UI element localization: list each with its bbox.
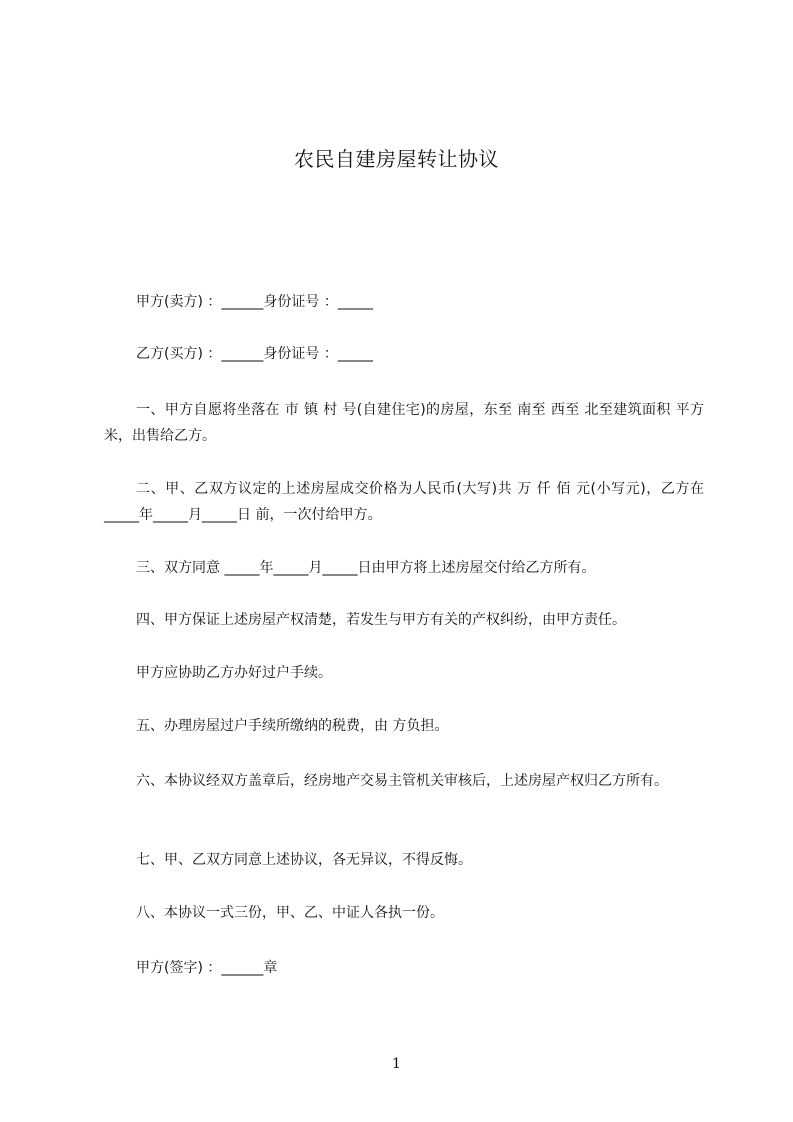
clause-3: 三、双方同意 _____年_____月_____日由甲方将上述房屋交付给乙方所有。 (136, 560, 596, 576)
clause-1: 一、甲方自愿将坐落在 市 镇 村 号(自建住宅)的房屋，东至 南至 西至 北至建筑面积 平方米，出售给乙方。 (104, 402, 704, 444)
clause-5: 五、办理房屋过户手续所缴纳的税费，由 方负担。 (136, 718, 449, 734)
party-a-line: 甲方(卖方) ：______身份证号 ：_____ (136, 294, 373, 310)
clause-4: 四、甲方保证上述房屋产权清楚，若发生与甲方有关的产权纠纷，由甲方责任。 (136, 612, 626, 628)
clause-8: 八、本协议一式三份，甲、乙、中证人各执一份。 (136, 905, 444, 921)
page-number: 1 (392, 1056, 401, 1072)
clause-7: 七、甲、乙双方同意上述协议，各无异议，不得反悔。 (136, 852, 472, 868)
clause-4-note: 甲方应协助乙方办好过户手续。 (136, 665, 332, 681)
clause-2: 二、甲、乙双方议定的上述房屋成交价格为人民币(大写)共 万 仟 佰 元(小写元)，乙方在 _____年_____月_____日 前，一次付给甲方。 (104, 481, 709, 523)
clause-6: 六、本协议经双方盖章后，经房地产交易主管机关审核后，上述房屋产权归乙方所有。 (136, 773, 668, 789)
document-title: 农民自建房屋转让协议 (294, 147, 499, 171)
signature-party-a: 甲方(签字) ：______章 (136, 960, 278, 976)
party-b-line: 乙方(买方) ：______身份证号 ：_____ (136, 346, 373, 362)
